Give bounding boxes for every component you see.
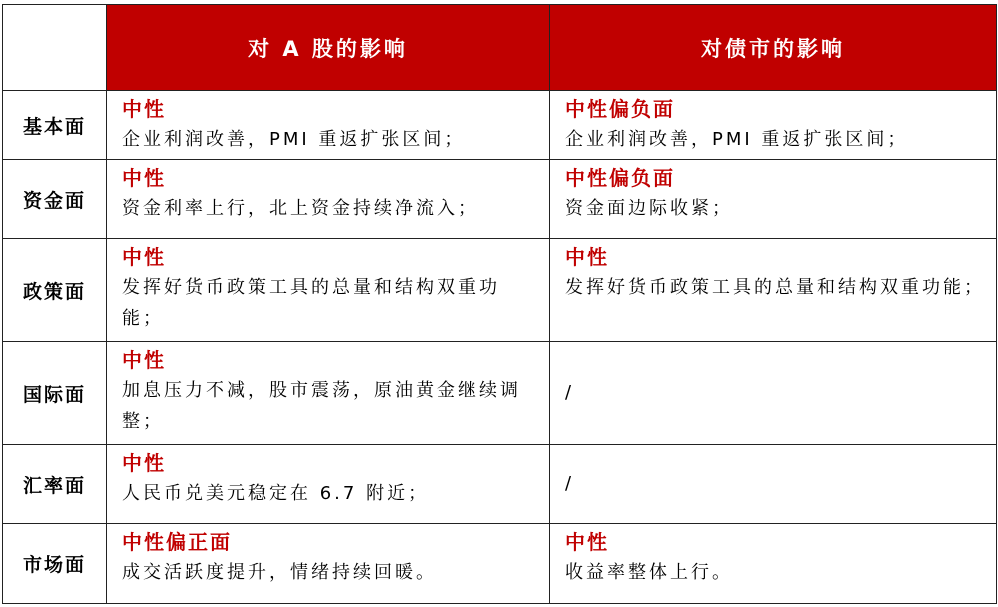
a-share-cell <box>107 342 550 445</box>
row-label: 国际面 <box>3 342 107 445</box>
table-row <box>3 445 997 524</box>
a-share-rating: 中性 <box>122 348 166 372</box>
bond-cell <box>550 160 997 239</box>
table-row <box>3 342 997 445</box>
header-row <box>3 5 997 91</box>
bond-description: 收益率整体上行。 <box>565 562 733 583</box>
table-row <box>3 91 997 160</box>
table-row <box>3 160 997 239</box>
bond-cell <box>550 445 997 524</box>
a-share-rating: 中性 <box>122 166 166 190</box>
a-share-description: 成交活跃度提升，情绪持续回暖。 <box>122 562 437 583</box>
a-share-description: 人民币兑美元稳定在 6.7 附近； <box>122 483 430 504</box>
a-share-rating: 中性 <box>122 97 166 121</box>
a-share-cell <box>107 445 550 524</box>
a-share-cell <box>107 524 550 604</box>
table-row <box>3 239 997 342</box>
bond-rating: 中性偏负面 <box>565 97 675 121</box>
bond-empty-marker: / <box>565 382 572 403</box>
a-share-cell <box>107 239 550 342</box>
a-share-rating: 中性 <box>122 451 166 475</box>
row-label: 政策面 <box>3 239 107 342</box>
a-share-cell <box>107 160 550 239</box>
bond-description: 资金面边际收紧； <box>565 198 733 219</box>
bond-description: 发挥好货币政策工具的总量和结构双重功能； <box>565 277 985 298</box>
a-share-description: 加息压力不减，股市震荡，原油黄金继续调整； <box>122 380 521 432</box>
bond-empty-marker: / <box>565 473 572 494</box>
bond-rating: 中性偏负面 <box>565 166 675 190</box>
bond-rating: 中性 <box>565 245 609 269</box>
row-label: 资金面 <box>3 160 107 239</box>
bond-description: 企业利润改善，PMI 重返扩张区间； <box>565 129 909 150</box>
bond-rating: 中性 <box>565 530 609 554</box>
a-share-impact-header: 对 A 股的影响 <box>107 5 550 91</box>
table-row <box>3 524 997 604</box>
row-label: 市场面 <box>3 524 107 604</box>
a-share-rating: 中性 <box>122 245 166 269</box>
bond-cell <box>550 524 997 604</box>
bond-cell <box>550 342 997 445</box>
bond-impact-header: 对债市的影响 <box>550 5 997 91</box>
a-share-description: 企业利润改善，PMI 重返扩张区间； <box>122 129 466 150</box>
a-share-rating: 中性偏正面 <box>122 530 232 554</box>
a-share-description: 资金利率上行，北上资金持续净流入； <box>122 198 479 219</box>
corner-cell <box>3 5 107 91</box>
a-share-cell <box>107 91 550 160</box>
row-label: 基本面 <box>3 91 107 160</box>
row-label: 汇率面 <box>3 445 107 524</box>
bond-cell <box>550 91 997 160</box>
a-share-description: 发挥好货币政策工具的总量和结构双重功能； <box>122 277 500 329</box>
impact-table <box>2 4 997 604</box>
bond-cell <box>550 239 997 342</box>
